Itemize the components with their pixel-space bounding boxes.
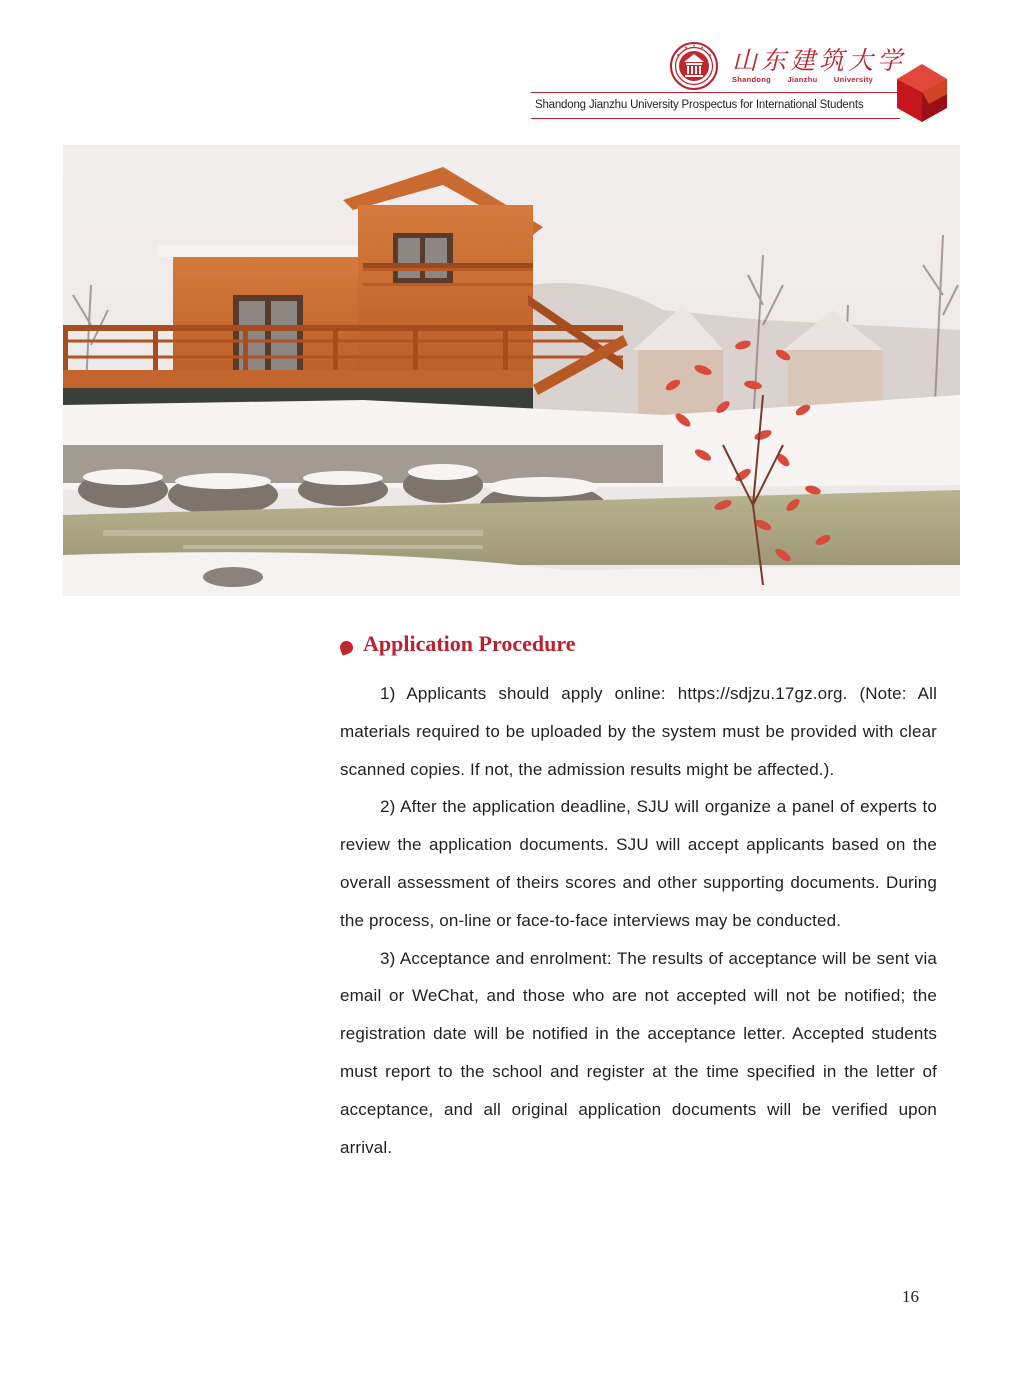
paragraph-online-application: 1) Applicants should apply online: https://sdjzu.17gz.org. (Note: All materials required to be uploaded by the system must be provided with clear scanned copies. If not, the admission results might be affected.). — [340, 684, 937, 779]
decorative-cube-icon — [893, 62, 951, 124]
header-tagline: Shandong Jianzhu University Prospectus for International Students — [535, 99, 864, 111]
section-heading: Application Procedure — [363, 631, 576, 656]
paragraph-acceptance-enrolment: 3) Acceptance and enrolment: The results of acceptance will be sent via email or WeChat, and those who are not accepted will not be notified; the registration date will be notified in the acceptance letter. Accepted students must report to the school and register at the time specified in the letter of acceptance, and all original application documents will be verified upon arrival. — [340, 948, 937, 1157]
section-bullet-icon — [338, 639, 355, 656]
paragraph-review-process: 2) After the application deadline, SJU will organize a panel of experts to review the application documents. SJU will accept applicants based on the overall assessment of theirs scores and other supporting documents. During the process, on-line or face-to-face interviews may be conducted. — [340, 797, 937, 930]
university-logo-english-name: Shandong Jianzhu University — [732, 75, 874, 84]
header-divider-bottom — [531, 118, 900, 119]
page-number: 16 — [902, 1287, 919, 1306]
header-divider-top — [531, 92, 900, 93]
university-emblem-logo — [670, 42, 718, 90]
campus-snow-scene-photo — [63, 145, 960, 596]
body-text — [340, 675, 937, 1166]
university-logo-chinese-name: 山东建筑大学 — [732, 46, 907, 75]
